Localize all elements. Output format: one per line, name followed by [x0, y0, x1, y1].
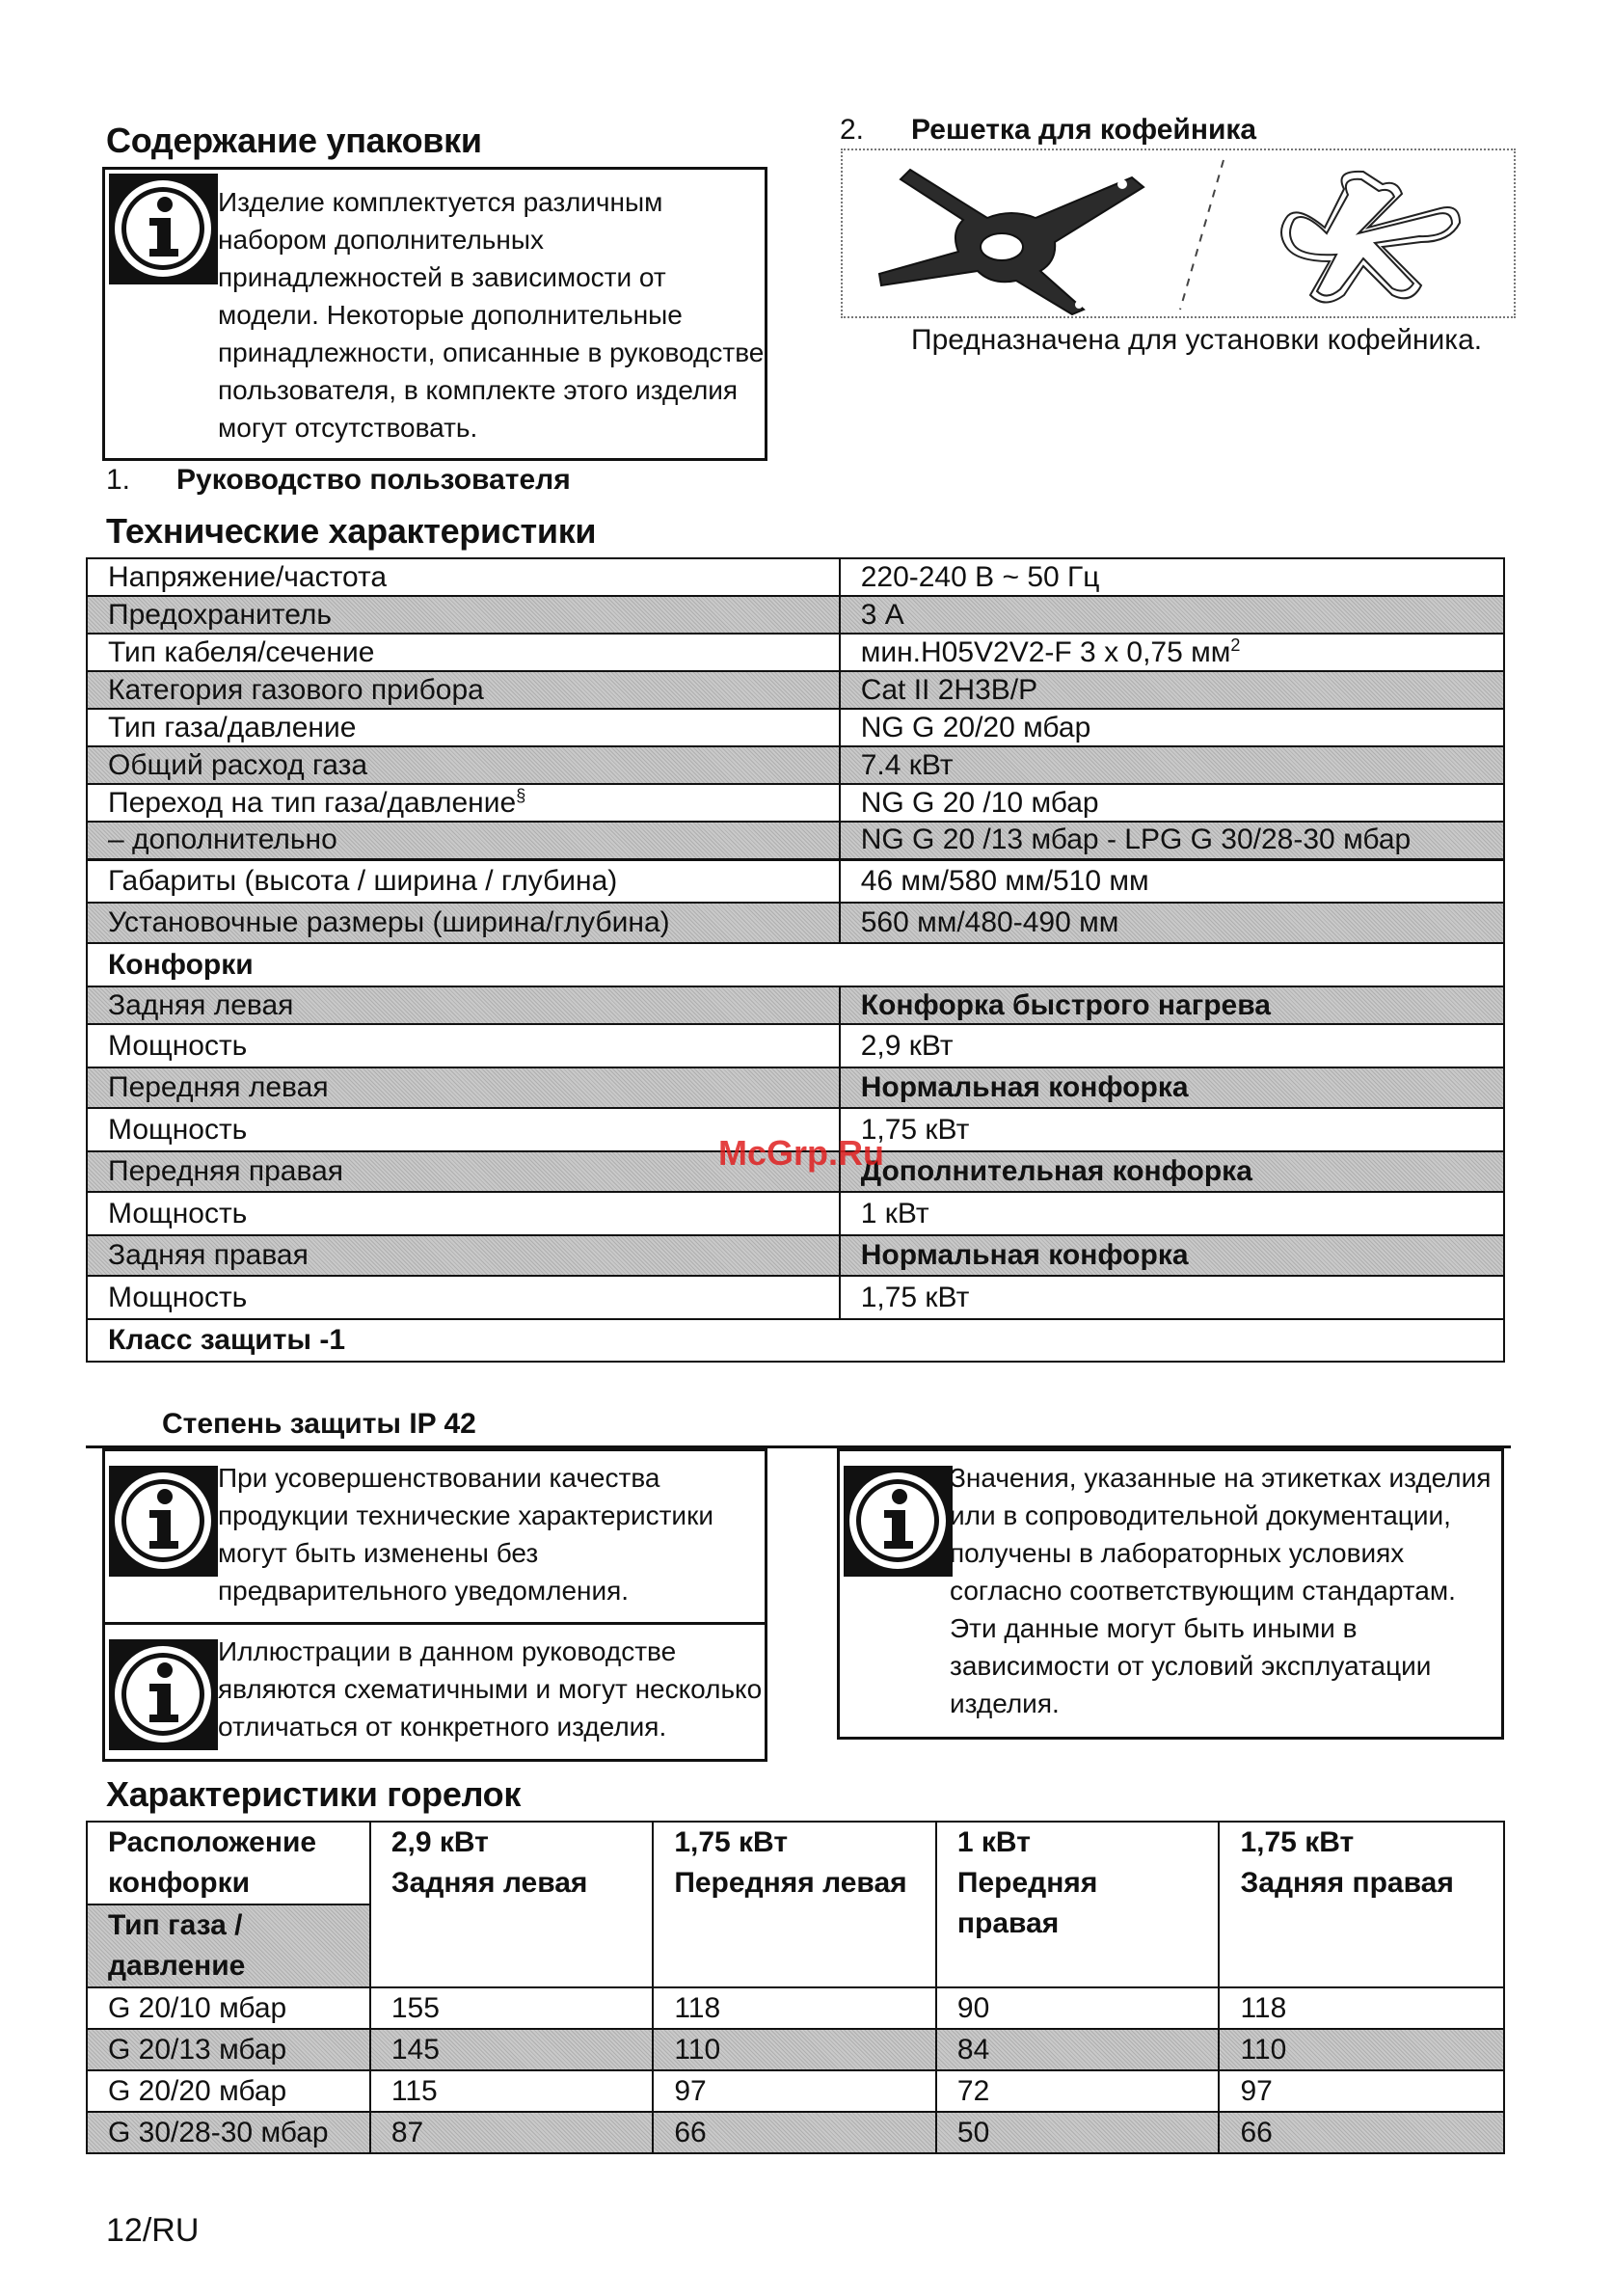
gas-type: G 20/10 мбар: [87, 1987, 370, 2029]
column-header: [370, 1822, 653, 1987]
table-row: [87, 634, 1504, 671]
table-cell: 66: [653, 2112, 936, 2153]
table-cell: 118: [653, 1987, 936, 2029]
improvement-info-box: [102, 1448, 767, 1625]
column-power: 1,75 кВт: [1240, 1826, 1355, 1858]
spec-label: Габариты (высота / ширина / глубина): [87, 859, 840, 903]
packaging-title: Содержание упаковки: [106, 121, 482, 160]
burner-label: Мощность: [87, 1276, 840, 1319]
table-row: [87, 2070, 1504, 2112]
spec-value: 7.4 кВт: [840, 746, 1504, 784]
table-row: [87, 859, 1504, 903]
cast-iron-grid-image: [879, 170, 1143, 314]
spec-label-superscript: §: [516, 786, 526, 805]
packaging-info-box: [102, 167, 767, 461]
position-header: Расположение конфорки: [87, 1822, 370, 1904]
spec-label: – дополнительно: [87, 822, 840, 859]
divider-line: [1180, 160, 1224, 310]
tech-spec-table: [86, 557, 1505, 1363]
table-row: [87, 943, 1504, 986]
spec-label: Установочные размеры (ширина/глубина): [87, 903, 840, 943]
table-cell: 115: [370, 2070, 653, 2112]
table-cell: 110: [1219, 2029, 1504, 2070]
spec-label: Категория газового прибора: [87, 671, 840, 709]
table-cell: 84: [936, 2029, 1220, 2070]
page-number: 12/RU: [106, 2212, 200, 2249]
table-cell: 72: [936, 2070, 1220, 2112]
spec-value: NG G 20/20 мбар: [840, 709, 1504, 746]
burner-label: Передняя левая: [87, 1067, 840, 1108]
packaging-info-text: Изделие комплектуется различным набором дополнительных принадлежностей в зависимости от модели. Некоторые дополнительные принадлежности, описанные в руководстве пользователя, в комплекте этого изделия могут отсутствовать.: [218, 187, 765, 443]
table-header-row: [87, 1822, 1504, 1904]
table-cell: 110: [653, 2029, 936, 2070]
table-row: [87, 903, 1504, 943]
table-cell: 118: [1219, 1987, 1504, 2029]
spec-value: 220-240 В ~ 50 Гц: [840, 558, 1504, 596]
table-cell: 155: [370, 1987, 653, 2029]
column-name: Передняя правая: [956, 1867, 1098, 1939]
table-row: [87, 986, 1504, 1024]
burner-value: Нормальная конфорка: [840, 1067, 1504, 1108]
item2-label: Решетка для кофейника: [911, 114, 1257, 146]
table-row: [87, 1235, 1504, 1276]
illustrations-info-box: [102, 1622, 767, 1762]
item2-number: 2.: [840, 114, 865, 146]
info-icon: [109, 1466, 218, 1577]
item1-label: Руководство пользователя: [176, 464, 571, 496]
column-power: 1,75 кВт: [674, 1826, 789, 1858]
burner-value: Конфорка быстрого нагрева: [840, 986, 1504, 1024]
info-icon: [844, 1466, 953, 1577]
wire-grid-image: [1281, 172, 1460, 303]
spec-value: 560 мм/480-490 мм: [840, 903, 1504, 943]
spec-label-cell: [87, 784, 840, 822]
burner-value: 1,75 кВт: [840, 1108, 1504, 1151]
table-cell: 50: [936, 2112, 1220, 2153]
spec-value: 46 мм/580 мм/510 мм: [840, 859, 1504, 903]
coffee-grid-figure: [841, 149, 1516, 318]
spec-value-cell: [840, 634, 1504, 671]
table-row: [87, 671, 1504, 709]
values-info-text: Значения, указанные на этикетках изделия или в сопроводительной документации, получены в лабораторных условиях согласно соответствующим стандартам. Эти данные могут быть иными в зависимости от условий эксплуатации изделия.: [950, 1463, 1492, 1718]
gas-type: G 20/20 мбар: [87, 2070, 370, 2112]
column-header: [936, 1822, 1220, 1987]
burner-value: Дополнительная конфорка: [840, 1151, 1504, 1192]
burner-label: Мощность: [87, 1108, 840, 1151]
table-row: [87, 784, 1504, 822]
table-row: [87, 746, 1504, 784]
table-row: [87, 1024, 1504, 1067]
table-cell: 90: [936, 1987, 1220, 2029]
burner-label: Мощность: [87, 1192, 840, 1235]
column-header: [653, 1822, 936, 1987]
table-cell: 87: [370, 2112, 653, 2153]
spec-label: Тип кабеля/сечение: [87, 634, 840, 671]
table-row: [87, 1067, 1504, 1108]
table-row: [87, 1987, 1504, 2029]
spec-label: Тип газа/давление: [87, 709, 840, 746]
protection-class: Класс защиты -1: [87, 1319, 1504, 1362]
values-info-box: [837, 1448, 1504, 1740]
table-row: [87, 558, 1504, 596]
info-icon: [109, 174, 218, 284]
burner-value: Нормальная конфорка: [840, 1235, 1504, 1276]
watermark: McGrp.Ru: [718, 1133, 885, 1173]
spec-value-superscript: 2: [1230, 635, 1241, 655]
gas-header: Тип газа / давление: [87, 1904, 370, 1987]
tech-title: Технические характеристики: [106, 511, 597, 551]
illustrations-info-text: Иллюстрации в данном руководстве являются схематичными и могут несколько отличаться от конкретного изделия.: [218, 1636, 763, 1742]
spec-value: NG G 20 /13 мбар - LPG G 30/28-30 мбар: [840, 822, 1504, 859]
table-row: [87, 2029, 1504, 2070]
table-cell: 97: [1219, 2070, 1504, 2112]
table-row: [87, 709, 1504, 746]
spec-label: Переход на тип газа/давление: [108, 787, 517, 819]
burner-value: 1,75 кВт: [840, 1276, 1504, 1319]
gas-type: G 30/28-30 мбар: [87, 2112, 370, 2153]
burner-label: Задняя левая: [87, 986, 840, 1024]
spec-label: Общий расход газа: [87, 746, 840, 784]
column-power: 1 кВт: [956, 1826, 1031, 1858]
table-cell: 97: [653, 2070, 936, 2112]
burner-table: [86, 1821, 1505, 2154]
spec-value: 3 А: [840, 596, 1504, 634]
column-name: Передняя левая: [674, 1867, 907, 1899]
burner-value: 2,9 кВт: [840, 1024, 1504, 1067]
improvement-info-text: При усовершенствовании качества продукции технические характеристики могут быть изменены без предварительного уведомления.: [218, 1463, 713, 1606]
item1-number: 1.: [106, 464, 131, 496]
column-name: Задняя правая: [1240, 1867, 1454, 1899]
column-header: [1219, 1822, 1504, 1987]
burners-title: Характеристики горелок: [106, 1774, 522, 1814]
table-row: [87, 1276, 1504, 1319]
burner-label: Мощность: [87, 1024, 840, 1067]
burner-label: Передняя правая: [87, 1151, 840, 1192]
gas-type: G 20/13 мбар: [87, 2029, 370, 2070]
spec-value: NG G 20 /10 мбар: [840, 784, 1504, 822]
burner-value: 1 кВт: [840, 1192, 1504, 1235]
table-row: [87, 596, 1504, 634]
spec-label: Напряжение/частота: [87, 558, 840, 596]
spec-value: мин.H05V2V2-F 3 x 0,75 мм: [860, 636, 1231, 668]
table-cell: 145: [370, 2029, 653, 2070]
item2-caption: Предназначена для установки кофейника.: [911, 324, 1483, 356]
column-power: 2,9 кВт: [390, 1826, 489, 1858]
table-cell: 66: [1219, 2112, 1504, 2153]
burners-header: Конфорки: [87, 943, 1504, 986]
table-row: [87, 2112, 1504, 2153]
spec-value: Cat II 2H3B/P: [840, 671, 1504, 709]
ip-rating: Степень защиты IP 42: [162, 1408, 476, 1440]
info-icon: [109, 1639, 218, 1750]
column-name: Задняя левая: [390, 1867, 588, 1899]
table-row: [87, 1192, 1504, 1235]
spec-label: Предохранитель: [87, 596, 840, 634]
table-row: [87, 822, 1504, 859]
burner-label: Задняя правая: [87, 1235, 840, 1276]
table-row: [87, 1319, 1504, 1362]
